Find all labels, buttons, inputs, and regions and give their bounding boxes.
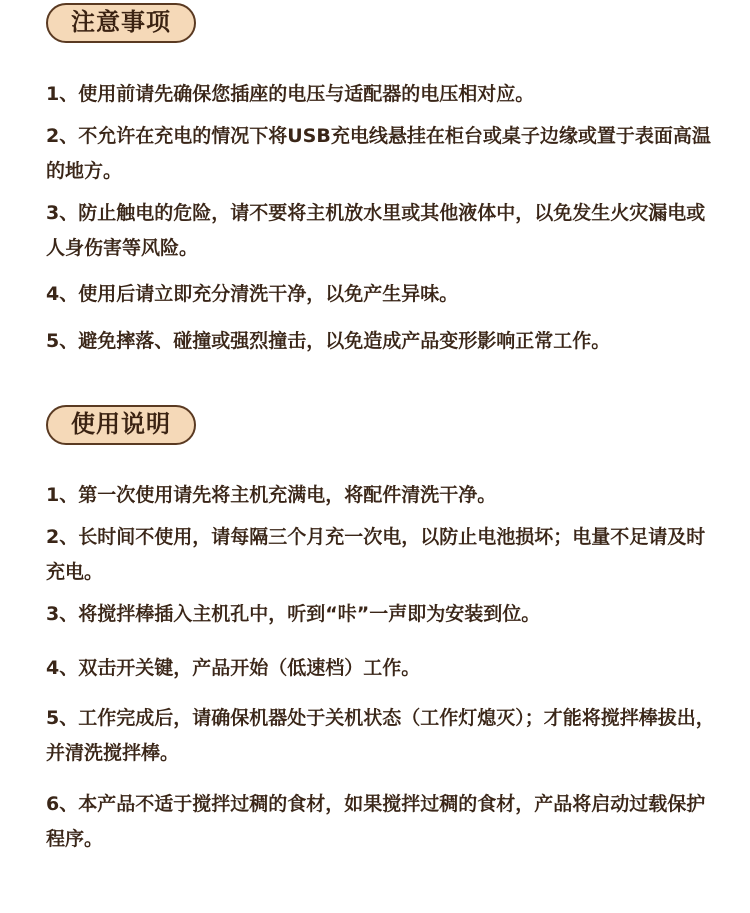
notice-item-2: 2、不允许在充电的情况下将USB充电线悬挂在柜台或桌子边缘或置于表面高温的地方。 — [46, 125, 711, 182]
usage-item-1: 1、第一次使用请先将主机充满电，将配件清洗干净。 — [46, 484, 497, 506]
usage-item-3: 3、将搅拌棒插入主机孔中，听到“咔”一声即为安装到位。 — [46, 603, 541, 625]
usage-item-6: 6、本产品不适于搅拌过稠的食材，如果搅拌过稠的食材，产品将启动过载保护程序。 — [46, 793, 706, 850]
notice-item-3: 3、防止触电的危险，请不要将主机放水里或其他液体中，以免发生火灾漏电或人身伤害等风险。 — [46, 202, 706, 259]
usage-item-2: 2、长时间不使用，请每隔三个月充一次电，以防止电池损坏；电量不足请及时充电。 — [46, 526, 706, 583]
notice-item-4: 4、使用后请立即充分清洗干净，以免产生异味。 — [46, 283, 459, 305]
usage-item-5: 5、工作完成后，请确保机器处于关机状态（工作灯熄灭）；才能将搅拌棒拔出，并清洗搅拌棒。 — [46, 707, 715, 764]
notice-item-1: 1、使用前请先确保您插座的电压与适配器的电压相对应。 — [46, 83, 535, 105]
usage-item-4: 4、双击开关键，产品开始（低速档）工作。 — [46, 657, 421, 679]
usage-title: 使用说明 — [46, 405, 196, 445]
notice-item-5: 5、避免摔落、碰撞或强烈撞击，以免造成产品变形影响正常工作。 — [46, 330, 611, 352]
notice-title: 注意事项 — [46, 3, 196, 43]
